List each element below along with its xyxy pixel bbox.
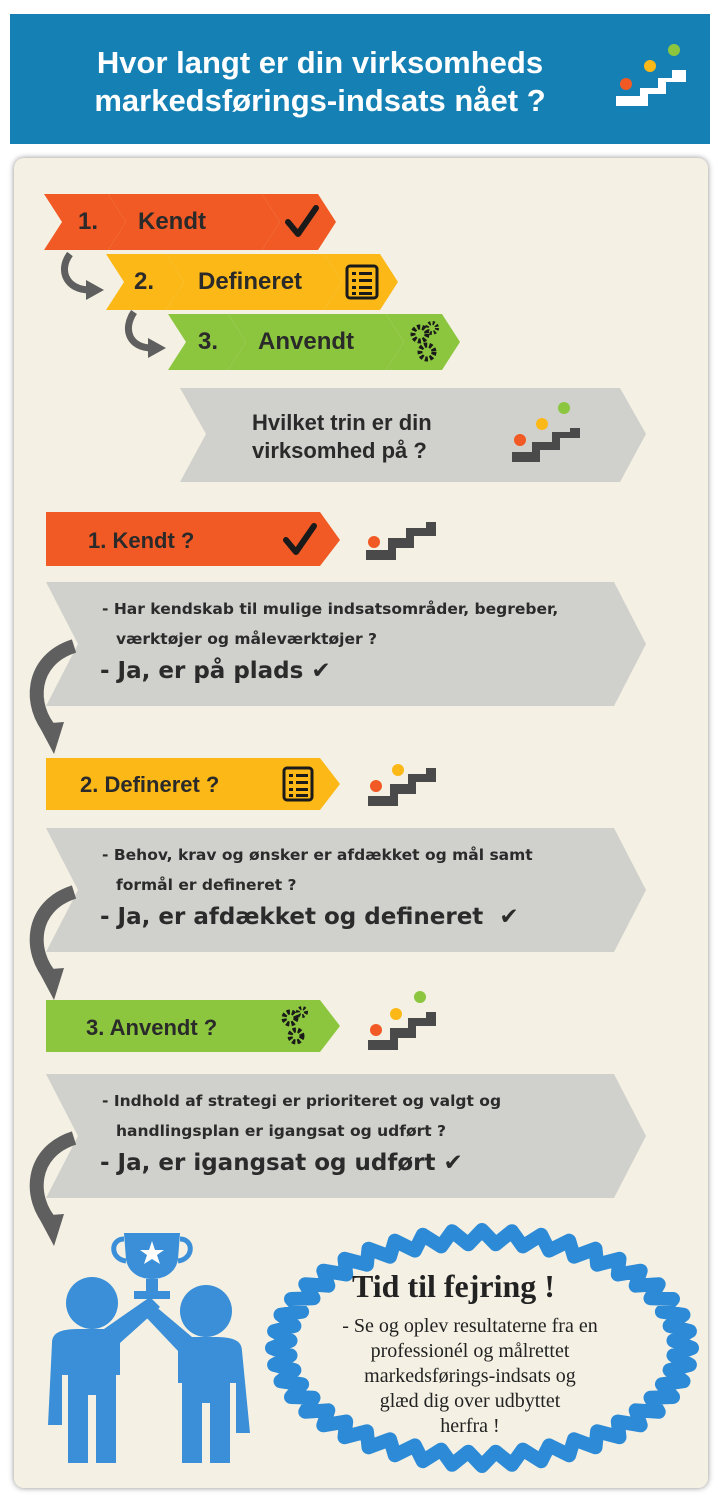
page-title-line2: markedsførings-indsats nået ?: [94, 83, 546, 118]
checkmark-icon: ✔: [311, 658, 331, 684]
trophy-icon: [114, 1233, 191, 1299]
step3-number: 3.: [198, 328, 219, 355]
stairs-icon: [366, 522, 436, 560]
section2-desc-line2: formål er defineret ?: [116, 876, 297, 894]
celebration-line3: markedsførings-indsats og: [364, 1365, 576, 1387]
section2-desc-line1: - Behov, krav og ønsker er afdækket og mål samt: [102, 846, 533, 864]
celebration-title: Tid til fejring !: [352, 1268, 555, 1304]
celebration-line5: herfra !: [440, 1415, 500, 1437]
section2-answer: [100, 904, 519, 930]
page-title-line1: Hvor langt er din virksomheds: [96, 45, 544, 80]
checkmark-icon: ✔: [499, 904, 519, 930]
step1-label: Kendt: [138, 208, 206, 235]
question-line2: virksomhed på ?: [252, 438, 427, 463]
celebrating-people-icon: [30, 1225, 260, 1475]
section3-answer: [100, 1150, 463, 1176]
step2-number: 2.: [134, 268, 155, 295]
section2-answer-text: - Ja, er afdækket og defineret: [100, 904, 484, 930]
step2-label: Defineret: [198, 268, 303, 295]
section3-desc-line1: - Indhold af strategi er prioriteret og valgt og: [102, 1092, 502, 1110]
section1-answer-text: - Ja, er på plads: [100, 658, 304, 684]
celebration-text: [300, 1314, 640, 1439]
section1-answer: [100, 658, 331, 684]
stairs-icon: [368, 764, 436, 806]
section3-title: 3. Anvendt ?: [86, 1015, 218, 1040]
step1-number: 1.: [78, 208, 99, 235]
checkmark-icon: ✔: [443, 1150, 463, 1176]
celebration-line1: - Se og oplev resultaterne fra en: [342, 1315, 598, 1337]
celebration-line4: glæd dig over udbyttet: [379, 1390, 561, 1412]
section1-desc-line2: værktøjer og måleværktøjer ?: [116, 630, 378, 648]
step3-label: Anvendt: [258, 328, 354, 355]
question-line1: Hvilket trin er din: [252, 410, 432, 435]
section3-answer-text: - Ja, er igangsat og udført: [100, 1150, 436, 1176]
stairs-icon: [368, 991, 436, 1050]
section1-title: 1. Kendt ?: [88, 528, 195, 553]
celebration-line2: professionél og målrettet: [370, 1340, 570, 1362]
section2-title: 2. Defineret ?: [80, 772, 220, 797]
section1-desc-line1: - Har kendskab til mulige indsatsområder, begreber,: [102, 600, 559, 618]
section3-desc-line2: handlingsplan er igangsat og udført ?: [116, 1122, 447, 1140]
